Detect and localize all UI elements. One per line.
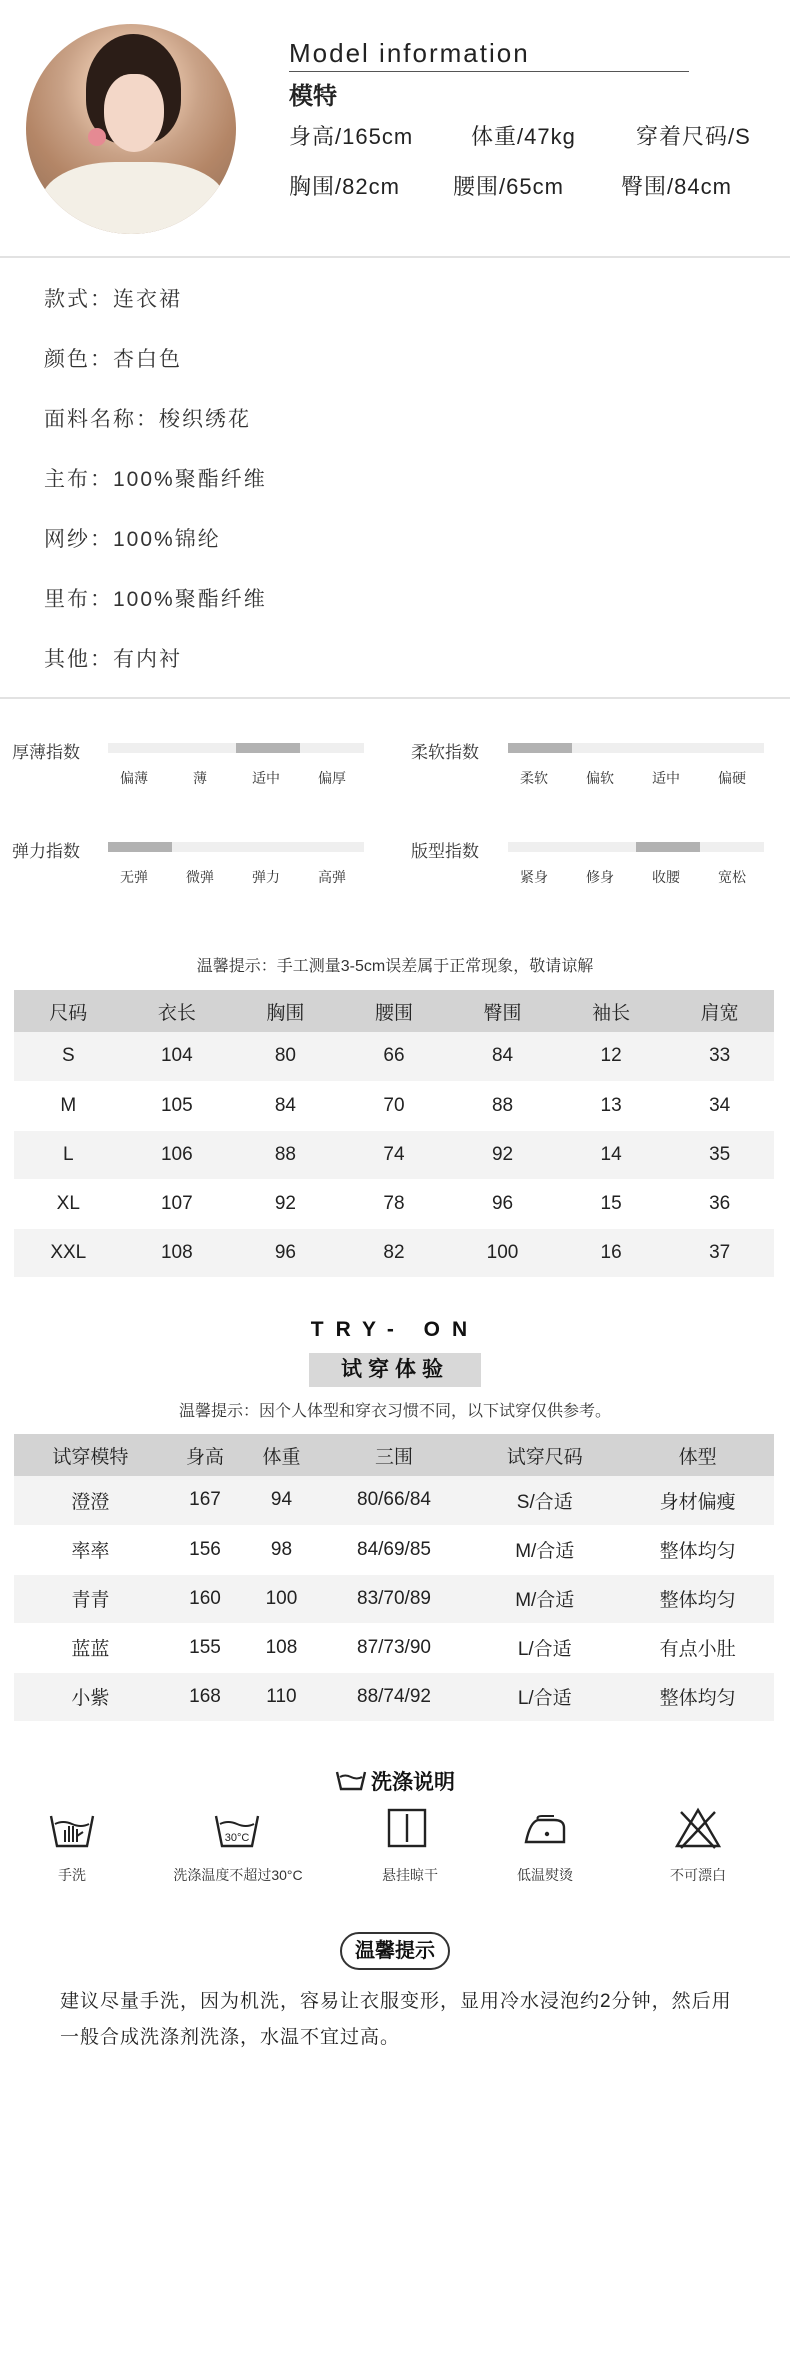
index-tick: 偏软 xyxy=(586,770,614,786)
table-cell: 80/66/84 xyxy=(320,1476,469,1525)
table-cell: L xyxy=(14,1130,123,1179)
model-title: Model information xyxy=(289,38,530,68)
table-cell: 15 xyxy=(557,1179,666,1228)
temperature-badge: 30°C xyxy=(224,1832,250,1844)
index-tick: 偏薄 xyxy=(120,770,148,786)
table-cell: 88 xyxy=(448,1081,557,1130)
table-cell: 84 xyxy=(448,1032,557,1081)
table-cell: S/合适 xyxy=(468,1476,621,1525)
table-cell: 78 xyxy=(340,1179,449,1228)
table-cell: 88/74/92 xyxy=(320,1672,469,1721)
wash-label-bleach: 不可漂白 xyxy=(670,1867,726,1883)
info-style: 款式：连衣裙 xyxy=(44,288,182,311)
table-cell: 34 xyxy=(665,1081,774,1130)
column-header: 臀围 xyxy=(448,990,557,1032)
divider xyxy=(0,697,790,699)
table-cell: 83/70/89 xyxy=(320,1574,469,1623)
info-other: 其他：有内衬 xyxy=(44,648,182,671)
info-fabric: 面料名称：梭织绣花 xyxy=(44,408,251,431)
table-cell: 92 xyxy=(448,1130,557,1179)
index-tick: 高弹 xyxy=(318,869,346,885)
model-subtitle: 模特 xyxy=(289,83,337,110)
table-cell: 107 xyxy=(123,1179,232,1228)
index-level-marker xyxy=(636,842,700,852)
table-cell: 82 xyxy=(340,1228,449,1277)
index-track xyxy=(508,743,764,753)
size-note: 温馨提示：手工测量3-5cm误差属于正常现象，敬请谅解 xyxy=(196,958,594,975)
index-track xyxy=(508,842,764,852)
index-tick: 适中 xyxy=(252,770,280,786)
table-cell: 70 xyxy=(340,1081,449,1130)
table-cell: 167 xyxy=(167,1476,243,1525)
table-cell: 84/69/85 xyxy=(320,1525,469,1574)
hand-wash-icon xyxy=(47,1808,97,1852)
table-cell: 110 xyxy=(243,1672,319,1721)
info-main-fabric: 主布：100%聚酯纤维 xyxy=(44,468,267,491)
column-header: 体重 xyxy=(243,1434,319,1476)
table-cell: 身材偏瘦 xyxy=(621,1476,774,1525)
index-tick: 偏硬 xyxy=(718,770,746,786)
column-header: 衣长 xyxy=(123,990,232,1032)
table-cell: 94 xyxy=(243,1476,319,1525)
table-cell: 66 xyxy=(340,1032,449,1081)
table-cell: 35 xyxy=(665,1130,774,1179)
model-waist: 腰围/65cm xyxy=(453,174,564,199)
table-cell: 14 xyxy=(557,1130,666,1179)
table-row xyxy=(14,1476,774,1525)
index-label: 柔软指数 xyxy=(411,743,479,762)
column-header: 体型 xyxy=(621,1434,774,1476)
table-row xyxy=(14,1032,774,1081)
column-header: 尺码 xyxy=(14,990,123,1032)
table-cell: 整体均匀 xyxy=(621,1525,774,1574)
table-cell: 率率 xyxy=(14,1525,167,1574)
index-tick: 收腰 xyxy=(652,869,680,885)
table-cell: 整体均匀 xyxy=(621,1574,774,1623)
index-tick: 适中 xyxy=(652,770,680,786)
index-level-marker xyxy=(508,743,572,753)
index-tick: 修身 xyxy=(586,869,614,885)
low-iron-icon xyxy=(520,1808,570,1852)
table-cell: 92 xyxy=(231,1179,340,1228)
table-cell: M/合适 xyxy=(468,1574,621,1623)
table-row xyxy=(14,1672,774,1721)
table-cell: 84 xyxy=(231,1081,340,1130)
table-cell: L/合适 xyxy=(468,1623,621,1672)
wash-label-iron: 低温熨烫 xyxy=(517,1867,573,1883)
model-hip: 臀围/84cm xyxy=(621,174,732,199)
table-cell: 36 xyxy=(665,1179,774,1228)
tryon-note: 温馨提示：因个人体型和穿衣习惯不同，以下试穿仅供参考。 xyxy=(178,1403,611,1420)
index-tick: 弹力 xyxy=(252,869,280,885)
table-cell: XL xyxy=(14,1179,123,1228)
index-level-marker xyxy=(236,743,300,753)
wash-title xyxy=(0,1766,790,1796)
index-tick: 紧身 xyxy=(520,869,548,885)
table-cell: 168 xyxy=(167,1672,243,1721)
index-tick: 宽松 xyxy=(718,869,746,885)
column-header: 胸围 xyxy=(231,990,340,1032)
table-cell: 156 xyxy=(167,1525,243,1574)
index-tick: 无弹 xyxy=(120,869,148,885)
table-cell: S xyxy=(14,1032,123,1081)
table-cell: 155 xyxy=(167,1623,243,1672)
column-header: 肩宽 xyxy=(665,990,774,1032)
wash-title-text: 洗涤说明 xyxy=(371,1771,455,1794)
index-level-marker xyxy=(108,842,172,852)
table-row xyxy=(14,1525,774,1574)
tryon-badge: 试穿体验 xyxy=(309,1353,481,1387)
table-cell: 整体均匀 xyxy=(621,1672,774,1721)
table-cell: 74 xyxy=(340,1130,449,1179)
index-tick: 薄 xyxy=(193,770,207,786)
table-cell: 小紫 xyxy=(14,1672,167,1721)
basin-icon xyxy=(335,1769,367,1793)
table-cell: L/合适 xyxy=(468,1672,621,1721)
info-color: 颜色：杏白色 xyxy=(44,348,182,371)
table-cell: 104 xyxy=(123,1032,232,1081)
column-header: 身高 xyxy=(167,1434,243,1476)
index-label: 弹力指数 xyxy=(12,842,80,861)
table-cell: 87/73/90 xyxy=(320,1623,469,1672)
wash-label-temp: 洗涤温度不超过30°C xyxy=(173,1867,303,1883)
table-cell: 澄澄 xyxy=(14,1476,167,1525)
index-label: 厚薄指数 xyxy=(12,743,80,762)
table-cell: 100 xyxy=(448,1228,557,1277)
table-cell: XXL xyxy=(14,1228,123,1277)
table-row xyxy=(14,1081,774,1130)
table-cell: 13 xyxy=(557,1081,666,1130)
table-cell: 108 xyxy=(123,1228,232,1277)
tip-text: 建议尽量手洗，因为机洗，容易让衣服变形，显用冷水浸泡约2分钟，然后用一般合成洗涤剂洗涤，水温不宜过高。 xyxy=(60,1991,732,2048)
column-header: 试穿模特 xyxy=(14,1434,167,1476)
tryon-table xyxy=(14,1434,774,1722)
no-bleach-icon xyxy=(673,1806,723,1850)
table-cell: 96 xyxy=(231,1228,340,1277)
model-bust: 胸围/82cm xyxy=(289,174,400,199)
model-height: 身高/165cm xyxy=(289,124,414,149)
info-mesh: 网纱：100%锦纶 xyxy=(44,528,221,551)
table-row xyxy=(14,1228,774,1277)
table-cell: 青青 xyxy=(14,1574,167,1623)
table-cell: 105 xyxy=(123,1081,232,1130)
table-row xyxy=(14,1179,774,1228)
tryon-title: TRY- ON xyxy=(310,1318,480,1341)
table-cell: 37 xyxy=(665,1228,774,1277)
table-cell: M/合适 xyxy=(468,1525,621,1574)
table-cell: 33 xyxy=(665,1032,774,1081)
index-tick: 柔软 xyxy=(520,770,548,786)
column-header: 三围 xyxy=(320,1434,469,1476)
column-header: 腰围 xyxy=(340,990,449,1032)
table-cell: 160 xyxy=(167,1574,243,1623)
model-weight: 体重/47kg xyxy=(471,124,576,149)
table-cell: 12 xyxy=(557,1032,666,1081)
model-section xyxy=(0,0,790,258)
index-track xyxy=(108,842,364,852)
column-header: 试穿尺码 xyxy=(468,1434,621,1476)
info-lining: 里布：100%聚酯纤维 xyxy=(44,588,267,611)
table-cell: 88 xyxy=(231,1130,340,1179)
table-row xyxy=(14,1130,774,1179)
table-cell: 106 xyxy=(123,1130,232,1179)
title-underline xyxy=(289,71,689,72)
table-row xyxy=(14,1623,774,1672)
table-cell: 16 xyxy=(557,1228,666,1277)
table-cell: 80 xyxy=(231,1032,340,1081)
table-cell: 98 xyxy=(243,1525,319,1574)
model-photo xyxy=(26,24,236,234)
column-header: 袖长 xyxy=(557,990,666,1032)
size-table xyxy=(14,990,774,1278)
wash-label-dry: 悬挂晾干 xyxy=(382,1867,438,1883)
index-track xyxy=(108,743,364,753)
table-cell: 有点小肚 xyxy=(621,1623,774,1672)
index-label: 版型指数 xyxy=(411,842,479,861)
wash-temperature-icon xyxy=(212,1808,262,1852)
wash-label-hand: 手洗 xyxy=(58,1867,86,1883)
table-cell: 96 xyxy=(448,1179,557,1228)
table-cell: M xyxy=(14,1081,123,1130)
tip-badge: 温馨提示 xyxy=(340,1932,450,1970)
model-size: 穿着尺码/S xyxy=(636,124,751,149)
index-tick: 微弹 xyxy=(186,869,214,885)
index-tick: 偏厚 xyxy=(318,770,346,786)
table-cell: 108 xyxy=(243,1623,319,1672)
table-cell: 蓝蓝 xyxy=(14,1623,167,1672)
table-cell: 100 xyxy=(243,1574,319,1623)
table-row xyxy=(14,1574,774,1623)
hang-dry-icon xyxy=(383,1806,433,1850)
